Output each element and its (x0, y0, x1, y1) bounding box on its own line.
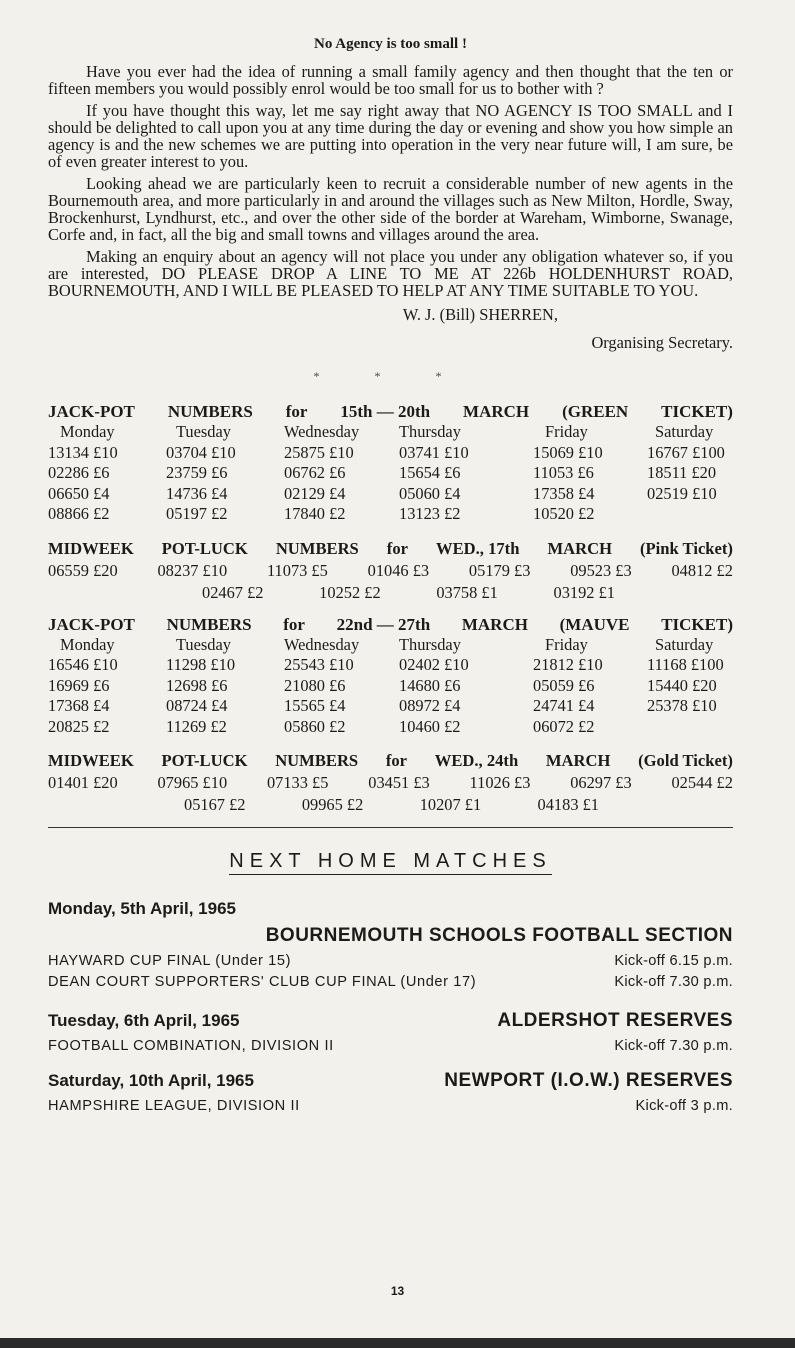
match-team: ALDERSHOT RESERVES (497, 1010, 733, 1031)
day-header: Friday (545, 634, 588, 654)
prize-cell: 06650 £4 (48, 483, 110, 503)
prize-cell: 07133 £5 (266, 773, 329, 792)
heading-word: 22nd — 27th (336, 614, 431, 634)
prize-cell: 08972 £4 (399, 696, 461, 715)
prize-cell: 05059 £6 (533, 675, 595, 695)
jackpot-table (48, 635, 733, 738)
heading-word: JACK-POT (48, 614, 135, 634)
match-detail-row (48, 953, 733, 969)
heading-word: (Gold Ticket) (638, 751, 733, 770)
heading-word: for (385, 751, 408, 770)
heading-word: (GREEN (562, 402, 629, 421)
divider-rule (48, 827, 733, 828)
prize-cell: 16546 £10 (48, 655, 118, 674)
prize-cell: 11073 £5 (266, 560, 328, 580)
match-competition: HAMPSHIRE LEAGUE, DIVISION II (48, 1098, 300, 1114)
prize-cell: 21080 £6 (284, 675, 346, 695)
heading-word: for (283, 614, 305, 634)
prize-cell: 16767 £100 (647, 442, 725, 462)
match-detail-row (48, 974, 733, 990)
article-paragraph: Have you ever had the idea of running a small family agency and then thought that the ten or fifteen members you would possibly enrol would be too small for us to bother with ? (48, 62, 733, 98)
day-header: Monday (60, 422, 115, 441)
prize-cell: 08237 £10 (157, 560, 228, 580)
heading-word: POT-LUCK (161, 751, 248, 770)
prize-cell: 11026 £3 (469, 773, 531, 792)
prize-cell: 02544 £2 (671, 773, 733, 792)
match-competition: FOOTBALL COMBINATION, DIVISION II (48, 1038, 334, 1054)
prize-cell: 24741 £4 (533, 696, 595, 715)
prize-cell: 07965 £10 (157, 773, 228, 792)
day-header: Wednesday (284, 634, 360, 654)
prize-cell: 03758 £1 (436, 582, 498, 602)
prize-cell: 05167 £2 (184, 795, 246, 814)
midweek-heading (48, 539, 733, 559)
prize-cell: 25543 £10 (284, 655, 354, 674)
heading-word: MARCH (545, 751, 611, 770)
prize-cell: 25378 £10 (647, 696, 717, 715)
next-matches-title-text: NEXT HOME MATCHES (229, 850, 551, 875)
prize-cell: 17368 £4 (48, 696, 110, 715)
prize-cell: 05197 £2 (166, 504, 228, 523)
section-separator: * * * (313, 369, 468, 383)
match-header-row (48, 1010, 733, 1032)
prize-cell: 12698 £6 (166, 675, 228, 695)
prize-cell: 04812 £2 (671, 560, 733, 580)
prize-cell: 09965 £2 (301, 795, 364, 814)
prize-cell: 01401 £20 (48, 773, 118, 792)
page-content (48, 36, 733, 1114)
prize-cell: 02129 £4 (284, 483, 346, 503)
day-header: Monday (60, 634, 115, 654)
next-matches-title (48, 850, 733, 873)
prize-cell: 02467 £2 (202, 582, 264, 602)
heading-word: for (386, 538, 408, 558)
prize-cell: 04183 £1 (537, 795, 599, 814)
prize-cell: 05860 £2 (284, 716, 346, 736)
prize-cell: 13134 £10 (48, 442, 118, 462)
prize-cell: 14680 £6 (399, 675, 461, 695)
day-header: Tuesday (176, 634, 231, 654)
prize-cell: 18511 £20 (647, 463, 717, 482)
prize-cell: 03192 £1 (553, 582, 615, 602)
prize-cell: 10252 £2 (319, 582, 381, 602)
kick-off-time: Kick-off 6.15 p.m. (614, 953, 733, 969)
heading-word: MIDWEEK (48, 538, 134, 558)
heading-word: MARCH (463, 402, 530, 421)
match-competition: DEAN COURT SUPPORTERS' CLUB CUP FINAL (Under 17) (48, 974, 477, 990)
prize-cell: 08724 £4 (166, 696, 228, 715)
prize-cell: 25875 £10 (284, 442, 354, 462)
prize-cell: 10207 £1 (419, 795, 482, 814)
day-header: Thursday (399, 422, 461, 441)
prize-cell: 16969 £6 (48, 675, 110, 695)
match-team: BOURNEMOUTH SCHOOLS FOOTBALL SECTION (265, 925, 733, 946)
match-date: Monday, 5th April, 1965 (48, 899, 236, 918)
day-header: Friday (545, 422, 588, 441)
prize-cell: 17358 £4 (533, 483, 595, 503)
prize-cell: 09523 £3 (570, 560, 632, 580)
article-paragraph: If you have thought this way, let me say right away that NO AGENCY IS TOO SMALL and I should be delighted to call upon you at any time during the day or evening and show you how simple an agency is and the new schemes we are putting into operation in the very near future will, I am sure, be of even greater interest to you. (48, 101, 733, 171)
prize-cell: 17840 £2 (284, 504, 346, 523)
prize-cell: 02286 £6 (48, 463, 110, 482)
prize-cell: 23759 £6 (166, 463, 228, 482)
heading-word: JACK-POT (48, 402, 135, 421)
match-competition: HAYWARD CUP FINAL (Under 15) (48, 953, 292, 969)
day-header: Tuesday (176, 422, 231, 441)
heading-word: TICKET) (661, 402, 733, 421)
match-entry (48, 1010, 733, 1054)
prize-cell: 06559 £20 (48, 560, 118, 580)
prize-cell: 13123 £2 (399, 504, 461, 523)
prize-cell: 02402 £10 (399, 655, 469, 674)
kick-off-time: Kick-off 7.30 p.m. (614, 974, 733, 990)
kick-off-time: Kick-off 7.30 p.m. (614, 1038, 733, 1054)
prize-cell: 06762 £6 (284, 463, 346, 482)
jackpot-heading (48, 402, 733, 422)
match-date: Tuesday, 6th April, 1965 (48, 1011, 240, 1030)
page-number: 13 (390, 1284, 405, 1298)
prize-cell (647, 504, 733, 525)
match-header-row (48, 1070, 733, 1092)
midweek-heading (48, 751, 733, 771)
prize-cell: 06072 £2 (533, 716, 595, 736)
prize-cell: 20825 £2 (48, 716, 110, 736)
prize-cell: 15440 £20 (647, 675, 717, 695)
heading-word: TICKET) (661, 614, 733, 634)
match-detail-row (48, 1038, 733, 1054)
midweek-numbers-line (48, 795, 733, 815)
heading-word: NUMBERS (167, 402, 253, 421)
prize-cell: 10460 £2 (399, 716, 461, 736)
prize-cell: 03451 £3 (368, 773, 430, 792)
heading-word: NUMBERS (275, 751, 359, 770)
prize-cell: 15565 £4 (284, 696, 346, 715)
prize-cell: 05060 £4 (399, 483, 461, 503)
match-entry (48, 899, 733, 990)
day-header: Saturday (655, 422, 714, 441)
prize-cell: 11269 £2 (166, 716, 227, 736)
prize-cell: 10520 £2 (533, 504, 595, 523)
prize-cell: 08866 £2 (48, 504, 110, 523)
heading-word: WED., 24th (434, 751, 519, 770)
prize-cell (647, 717, 733, 738)
prize-cell: 11168 £100 (647, 655, 724, 674)
match-team: NEWPORT (I.O.W.) RESERVES (444, 1070, 733, 1091)
page-bottom-edge (0, 1338, 795, 1348)
heading-word: (Pink Ticket) (639, 538, 733, 558)
prize-cell: 01046 £3 (367, 560, 430, 580)
prize-cell: 03741 £10 (399, 442, 469, 462)
prize-cell: 21812 £10 (533, 655, 603, 674)
kick-off-time: Kick-off 3 p.m. (635, 1098, 733, 1114)
jackpot-heading (48, 615, 733, 635)
heading-word: 15th — 20th (340, 402, 431, 421)
prize-cell: 11053 £6 (533, 463, 594, 482)
midweek-numbers-line (48, 561, 733, 581)
prize-cell: 06297 £3 (570, 773, 632, 792)
jackpot-table (48, 422, 733, 525)
midweek-numbers-line (48, 583, 733, 603)
prize-cell: 03704 £10 (166, 442, 236, 462)
heading-word: NUMBERS (166, 614, 252, 634)
heading-word: MARCH (547, 538, 612, 558)
article-paragraph: Looking ahead we are particularly keen to recruit a considerable number of new agents in the Bournemouth area, and more particularly in and around the villages such as New Milton, Hordle, Sway, Brockenhurst, Lyndhurst, etc., and over the other side of the border at Wareham, Wimborne, Swanage, Corfe and, in fact, all the big and small towns and villages around the area. (48, 174, 733, 244)
prize-cell: 11298 £10 (166, 655, 236, 674)
prize-cell: 02519 £10 (647, 483, 717, 503)
heading-word: MARCH (461, 614, 528, 634)
article-title: No Agency is too small ! (314, 36, 467, 52)
match-date: Saturday, 10th April, 1965 (48, 1071, 254, 1090)
heading-word: WED., 17th (436, 538, 520, 558)
heading-word: POT-LUCK (161, 538, 248, 558)
day-header: Wednesday (284, 422, 360, 441)
heading-word: MIDWEEK (48, 751, 134, 770)
midweek-numbers-line (48, 773, 733, 793)
prize-cell: 15654 £6 (399, 463, 461, 482)
signature-name: W. J. (Bill) SHERREN, (402, 305, 558, 324)
heading-word: NUMBERS (275, 538, 359, 558)
signature-title: Organising Secretary. (591, 333, 733, 352)
match-entry (48, 1070, 733, 1114)
heading-word: (MAUVE (559, 614, 630, 634)
prize-cell: 14736 £4 (166, 483, 228, 503)
prize-cell: 15069 £10 (533, 442, 603, 462)
day-header: Thursday (399, 634, 461, 654)
day-header: Saturday (655, 634, 714, 654)
prize-cell: 05179 £3 (468, 560, 531, 580)
match-detail-row (48, 1098, 733, 1114)
heading-word: for (285, 402, 308, 421)
article-paragraph: Making an enquiry about an agency will not place you under any obligation whatever so, if you are interested, DO PLEASE DROP A LINE TO ME AT 226b HOLDENHURST ROAD, BOURNEMOUTH, AND I WILL BE PLEASED TO HELP AT ANY TIME SUITABLE TO YOU. (48, 247, 733, 300)
